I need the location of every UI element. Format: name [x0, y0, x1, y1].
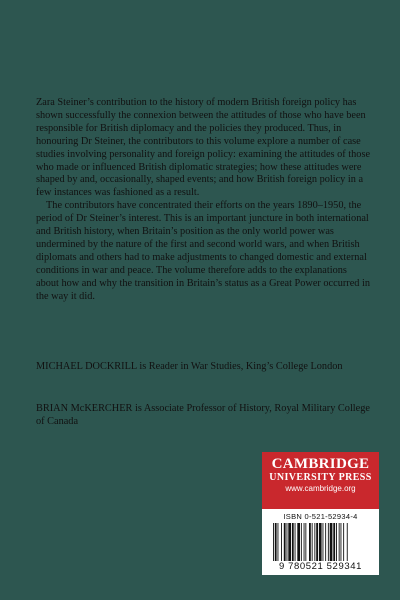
isbn-label: ISBN 0-521-52934-4 — [283, 512, 358, 521]
blurb-paragraph-2: The contributors have concentrated their efforts on the years 1890–1950, the period of Dr Steiner’s interest. This is an important juncture in both international and British history, when Britain’s position as the only world power was undermined by the nature of the first and second world wars, and when British diplomats and others had to make adjustments to changed domestic and external conditions in war and peace. The volume therefore adds to the explanations about how and why the transition in Britain’s status as a Great Power occurred in the way it did. — [36, 200, 370, 302]
author-bio-mckercher: BRIAN McKERCHER is Associate Professor of History, Royal Military College of Canada — [36, 403, 370, 427]
blurb-paragraph-1: Zara Steiner’s contribution to the history of modern British foreign policy has shown successfully the connexion between the attitudes of those who have been responsible for British diplomacy and the policies they produced. Thus, in honouring Dr Steiner, the contributors to this volume explore a number of case studies involving personality and foreign policy: examining the attitudes of those who made or influenced British diplomatic strategies; how these attitudes were shaped by and, occasionally, shaped events; and how British foreign policy in a few instances was fashioned as a result. — [36, 97, 371, 199]
author-bio-dockrill: MICHAEL DOCKRILL is Reader in War Studies, King’s College London — [36, 361, 343, 372]
publisher-name: CAMBRIDGE — [271, 456, 370, 472]
publisher-url: www.cambridge.org — [285, 484, 356, 493]
publisher-logo — [262, 452, 379, 509]
barcode-panel — [262, 509, 379, 575]
barcode-icon — [272, 523, 372, 561]
back-cover-blurb — [36, 97, 372, 304]
isbn-digits: 9 780521 529341 — [279, 561, 362, 572]
publisher-press: UNIVERSITY PRESS — [269, 472, 372, 483]
